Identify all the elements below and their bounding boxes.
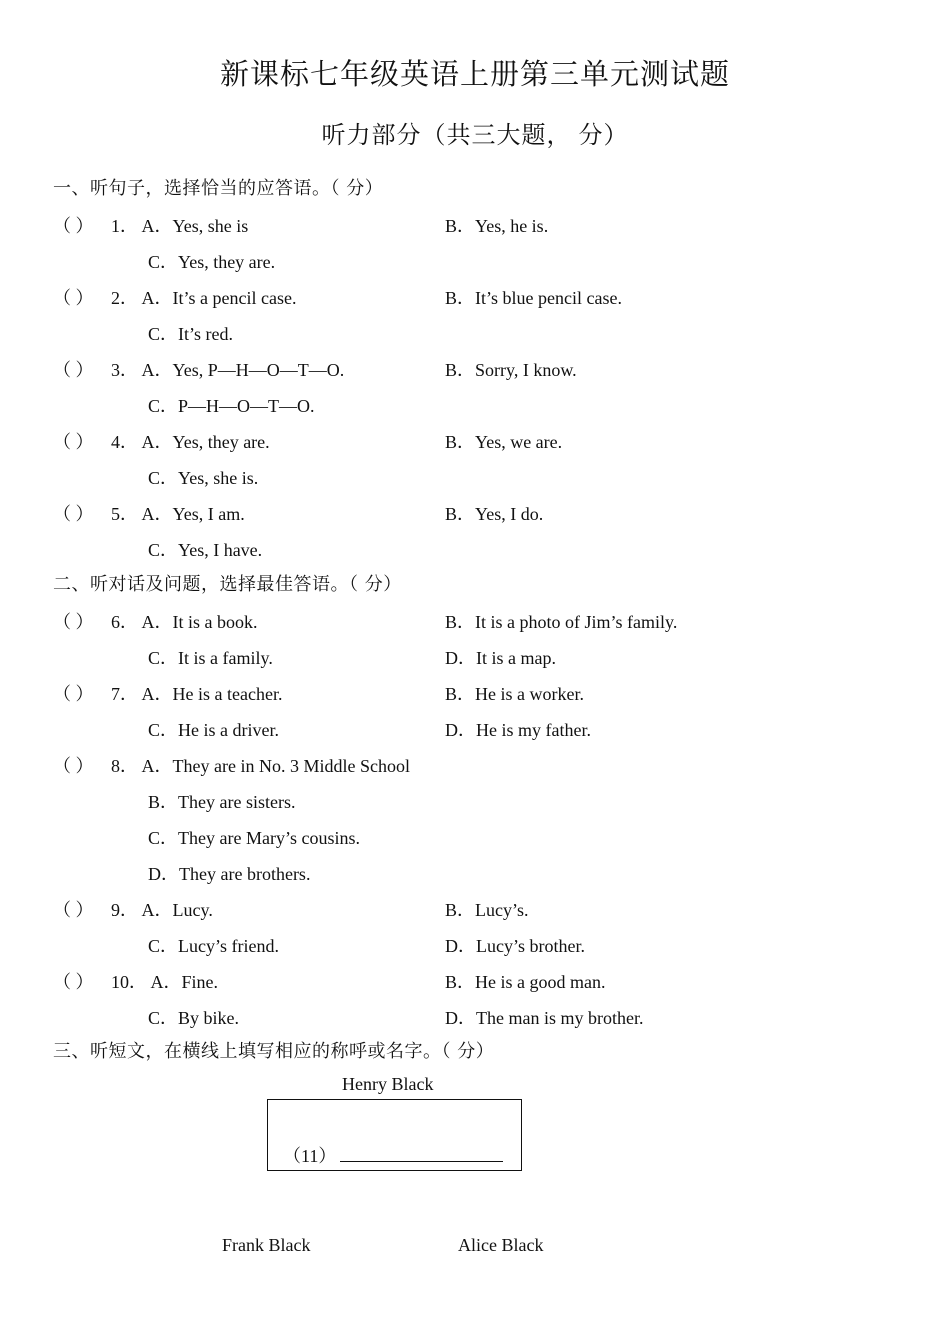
option-c: C．They are Mary’s cousins. xyxy=(148,828,360,848)
answer-paren[interactable]: （ ） xyxy=(53,216,94,236)
section-3-heading: 三、听短文，在横线上填写相应的称呼或名字。（ 分） xyxy=(53,1041,495,1062)
option-b: B．Sorry, I know. xyxy=(445,360,577,380)
option-b: B．They are sisters. xyxy=(148,792,296,812)
option-a: A．Lucy. xyxy=(141,900,213,920)
page-subtitle: 听力部分（共三大题， 分） xyxy=(321,123,629,149)
option-b: B．Yes, I do. xyxy=(445,504,544,524)
answer-paren[interactable]: （ ） xyxy=(53,504,94,524)
answer-paren[interactable]: （ ） xyxy=(53,612,94,632)
question-number: 5． xyxy=(111,504,138,524)
option-c: C．Yes, I have. xyxy=(148,540,263,560)
option-a: A．It’s a pencil case. xyxy=(141,288,297,308)
question-10-row xyxy=(53,968,218,994)
option-b: B．Lucy’s. xyxy=(445,900,529,920)
answer-paren[interactable]: （ ） xyxy=(53,432,94,452)
option-d: D．Lucy’s brother. xyxy=(445,936,585,956)
option-a: A．Yes, they are. xyxy=(141,432,270,452)
family-member-left: Frank Black xyxy=(222,1235,311,1255)
option-b: B．He is a good man. xyxy=(445,972,606,992)
option-a: A．Yes, P—H—O—T—O. xyxy=(141,360,345,380)
option-c: C．By bike. xyxy=(148,1008,240,1028)
question-number: 3． xyxy=(111,360,138,380)
blank-11-input[interactable] xyxy=(340,1147,503,1162)
option-a: A．Yes, she is xyxy=(141,216,249,236)
question-number: 8． xyxy=(111,756,138,776)
question-7-row xyxy=(53,680,282,706)
answer-paren[interactable]: （ ） xyxy=(53,288,94,308)
option-d: D．The man is my brother. xyxy=(445,1008,644,1028)
question-1-row xyxy=(53,212,248,238)
option-b: B．It is a photo of Jim’s family. xyxy=(445,612,678,632)
page-title: 新课标七年级英语上册第三单元测试题 xyxy=(219,59,730,91)
question-6-row xyxy=(53,608,258,634)
answer-paren[interactable]: （ ） xyxy=(53,756,94,776)
question-number: 10． xyxy=(111,972,147,992)
question-number: 6． xyxy=(111,612,138,632)
option-c: C．Yes, they are. xyxy=(148,252,276,272)
option-c: C．Lucy’s friend. xyxy=(148,936,279,956)
question-number: 4． xyxy=(111,432,138,452)
question-number: 2． xyxy=(111,288,138,308)
option-c: C．It is a family. xyxy=(148,648,273,668)
answer-paren[interactable]: （ ） xyxy=(53,360,94,380)
answer-paren[interactable]: （ ） xyxy=(53,972,94,992)
section-2-heading: 二、听对话及问题，选择最佳答语。（ 分） xyxy=(53,574,402,595)
question-5-row xyxy=(53,500,245,526)
option-a: A．Yes, I am. xyxy=(141,504,245,524)
option-b: B．Yes, he is. xyxy=(445,216,549,236)
question-2-row xyxy=(53,284,296,310)
answer-paren[interactable]: （ ） xyxy=(53,684,94,704)
option-c: C．P—H—O—T—O. xyxy=(148,396,315,416)
family-member-right: Alice Black xyxy=(458,1235,544,1255)
option-a: A．He is a teacher. xyxy=(141,684,283,704)
option-d: D．It is a map. xyxy=(445,648,556,668)
option-a: A．They are in No. 3 Middle School xyxy=(141,756,410,776)
option-d: D．He is my father. xyxy=(445,720,591,740)
question-number: 7． xyxy=(111,684,138,704)
answer-paren[interactable]: （ ） xyxy=(53,900,94,920)
option-d: D．They are brothers. xyxy=(148,864,311,884)
blank-11 xyxy=(283,1142,503,1168)
question-number: 1． xyxy=(111,216,138,236)
option-a: A．It is a book. xyxy=(141,612,258,632)
question-number: 9． xyxy=(111,900,138,920)
blank-label: （11） xyxy=(283,1146,337,1166)
question-4-row xyxy=(53,428,270,454)
section-1-heading: 一、听句子，选择恰当的应答语。（ 分） xyxy=(53,178,384,199)
option-c: C．He is a driver. xyxy=(148,720,279,740)
question-9-row xyxy=(53,896,213,922)
question-8-row xyxy=(53,752,410,778)
option-a: A．Fine. xyxy=(150,972,219,992)
option-b: B．It’s blue pencil case. xyxy=(445,288,622,308)
option-b: B．He is a worker. xyxy=(445,684,584,704)
option-b: B．Yes, we are. xyxy=(445,432,563,452)
question-3-row xyxy=(53,356,344,382)
family-member-top: Henry Black xyxy=(342,1074,434,1094)
option-c: C．It’s red. xyxy=(148,324,233,344)
option-c: C．Yes, she is. xyxy=(148,468,259,488)
